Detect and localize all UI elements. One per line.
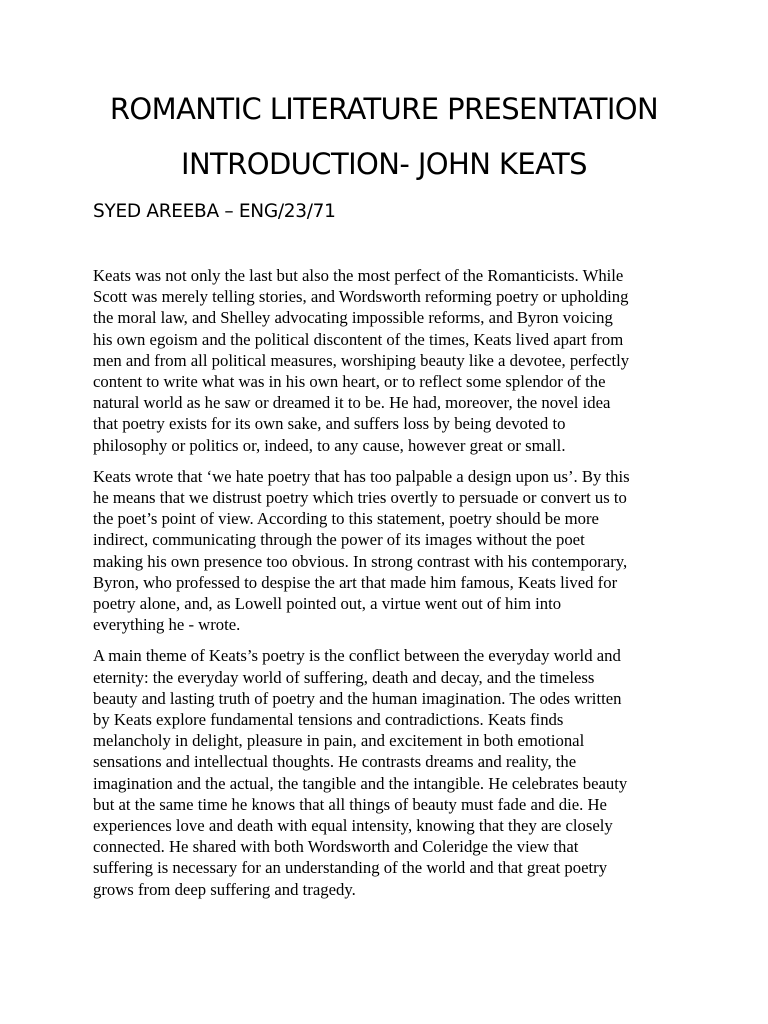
paragraph-1 (93, 265, 683, 456)
text-line: suffering is necessary for an understanding of the world and that great poetry (93, 858, 608, 878)
text-line: melancholy in delight, pleasure in pain, and excitement in both emotional (93, 731, 585, 751)
text-line: his own egoism and the political discontent of the times, Keats lived apart from (93, 329, 624, 349)
document-title-line-1: ROMANTIC LITERATURE PRESENTATION (109, 92, 659, 126)
text-line: natural world as he saw or dreamed it to be. He had, moreover, the novel idea (93, 393, 611, 413)
author-line: SYED AREEBA – ENG/23/71 (93, 201, 336, 222)
text-line: connected. He shared with both Wordsworth and Coleridge the view that (93, 837, 579, 857)
text-line: poetry alone, and, as Lowell pointed out, a virtue went out of him into (93, 594, 562, 614)
document-title-line-2: INTRODUCTION- JOHN KEATS (181, 147, 587, 181)
text-line: experiences love and death with equal intensity, knowing that they are closely (93, 816, 613, 836)
text-line: beauty and lasting truth of poetry and the human imagination. The odes written (93, 688, 622, 708)
text-line: by Keats explore fundamental tensions and contradictions. Keats finds (93, 710, 564, 730)
text-line: men and from all political measures, worshiping beauty like a devotee, perfectly (93, 350, 630, 370)
text-line: sensations and intellectual thoughts. He contrasts dreams and reality, the (93, 752, 577, 772)
text-line: imagination and the actual, the tangible and the intangible. He celebrates beauty (93, 773, 628, 793)
paragraph-3 (93, 645, 683, 899)
text-line: he means that we distrust poetry which tries overtly to persuade or convert us to (93, 488, 627, 508)
text-line: indirect, communicating through the power of its images without the poet (93, 530, 585, 550)
text-line: the poet’s point of view. According to this statement, poetry should be more (93, 509, 599, 529)
text-line: Keats wrote that ‘we hate poetry that has too palpable a design upon us’. By this (93, 466, 630, 486)
text-line: that poetry exists for its own sake, and suffers loss by being devoted to (93, 414, 566, 434)
text-line: making his own presence too obvious. In strong contrast with his contemporary, (93, 551, 628, 571)
text-line: eternity: the everyday world of suffering, death and decay, and the timeless (93, 667, 595, 687)
text-line: Byron, who professed to despise the art that made him famous, Keats lived for (93, 572, 618, 592)
text-line: Scott was merely telling stories, and Wordsworth reforming poetry or upholding (93, 287, 629, 307)
text-line: A main theme of Keats’s poetry is the conflict between the everyday world and (93, 646, 621, 666)
text-line: but at the same time he knows that all things of beauty must fade and die. He (93, 794, 607, 814)
document-body (93, 265, 683, 910)
text-line: Keats was not only the last but also the most perfect of the Romanticists. While (93, 266, 624, 285)
text-line: philosophy or politics or, indeed, to any cause, however great or small. (93, 435, 566, 455)
text-line: content to write what was in his own heart, or to reflect some splendor of the (93, 372, 606, 392)
text-line: the moral law, and Shelley advocating impossible reforms, and Byron voicing (93, 308, 613, 328)
text-line: everything he - wrote. (93, 615, 241, 635)
text-line: grows from deep suffering and tragedy. (93, 879, 356, 899)
paragraph-2 (93, 466, 683, 636)
